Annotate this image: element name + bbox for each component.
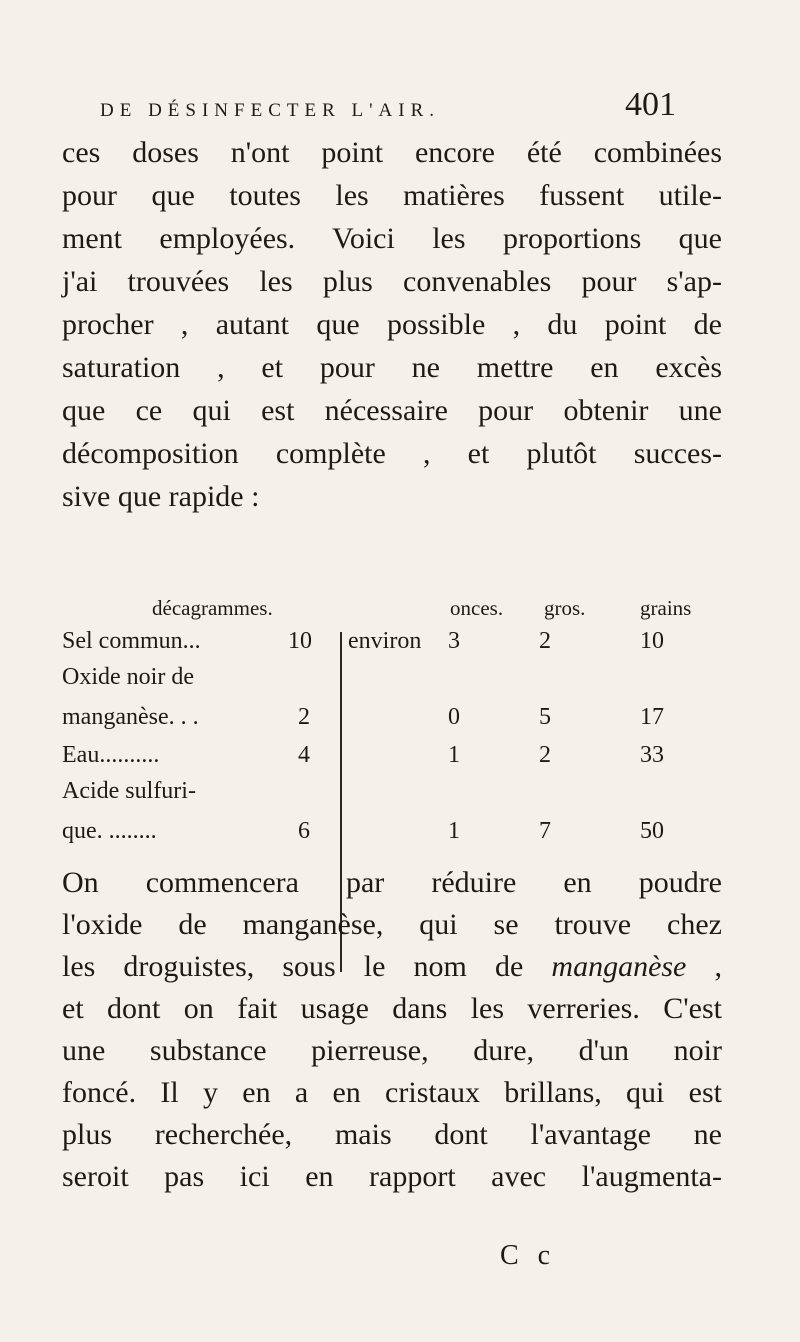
text-line: saturation , et pour ne mettre en excès xyxy=(62,351,722,384)
text-line: procher , autant que possible , du point de xyxy=(62,308,722,341)
ingredient-name-line1: Acide sulfuri- xyxy=(62,778,196,804)
running-title: DE DÉSINFECTER L'AIR. xyxy=(100,100,441,121)
environ-label: environ xyxy=(348,628,422,654)
page-number: 401 xyxy=(625,86,676,123)
text-line: et dont on fait usage dans les verreries. C'est xyxy=(62,992,722,1025)
text-line: que ce qui est nécessaire pour obtenir une xyxy=(62,394,722,427)
onces-value: 3 xyxy=(448,628,460,654)
italic-term: manganèse xyxy=(551,950,687,983)
ingredient-name: que. ........ xyxy=(62,818,157,844)
grains-value: 10 xyxy=(640,628,664,654)
ingredient-name-line1: Oxide noir de xyxy=(62,664,194,690)
text-line: une substance pierreuse, dure, d'un noir xyxy=(62,1034,722,1067)
decagrammes-value: 2 xyxy=(298,704,310,730)
onces-value: 0 xyxy=(448,704,460,730)
ingredient-name: Eau.......... xyxy=(62,742,160,768)
text-segment: , xyxy=(686,950,722,983)
text-line: seroit pas ici en rapport avec l'augmenta- xyxy=(62,1160,722,1193)
grains-value: 33 xyxy=(640,742,664,768)
text-line: plus recherchée, mais dont l'avantage ne xyxy=(62,1118,722,1151)
header-gros: gros. xyxy=(544,596,586,620)
header-onces: onces. xyxy=(450,596,504,620)
text-line: pour que toutes les matières fussent utile- xyxy=(62,179,722,212)
gros-value: 2 xyxy=(539,742,551,768)
grains-value: 17 xyxy=(640,704,664,730)
onces-value: 1 xyxy=(448,818,460,844)
onces-value: 1 xyxy=(448,742,460,768)
gros-value: 7 xyxy=(539,818,551,844)
text-line: sive que rapide : xyxy=(62,480,260,513)
text-line: On commencera par réduire en poudre xyxy=(62,866,722,899)
text-line: foncé. Il y en a en cristaux brillans, qui est xyxy=(62,1076,722,1109)
text-segment: les droguistes, sous le nom de xyxy=(62,950,552,983)
decagrammes-value: 6 xyxy=(298,818,310,844)
signature-mark: C c xyxy=(500,1240,557,1271)
decagrammes-value: 10 xyxy=(288,628,312,654)
text-line xyxy=(62,950,722,984)
header-grains: grains xyxy=(640,596,692,620)
ingredient-name: manganèse. . . xyxy=(62,704,199,730)
text-line: ces doses n'ont point encore été combinées xyxy=(62,136,722,169)
text-line: décomposition complète , et plutôt succes- xyxy=(62,437,722,470)
gros-value: 2 xyxy=(539,628,551,654)
grains-value: 50 xyxy=(640,818,664,844)
text-line: l'oxide de manganèse, qui se trouve chez xyxy=(62,908,722,941)
header-decagrammes: décagrammes. xyxy=(152,596,273,620)
decagrammes-value: 4 xyxy=(298,742,310,768)
text-line: ment employées. Voici les proportions que xyxy=(62,222,722,255)
gros-value: 5 xyxy=(539,704,551,730)
text-line: j'ai trouvées les plus convenables pour s'ap- xyxy=(62,265,722,298)
ingredient-name: Sel commun... xyxy=(62,628,201,654)
running-header xyxy=(100,86,676,123)
